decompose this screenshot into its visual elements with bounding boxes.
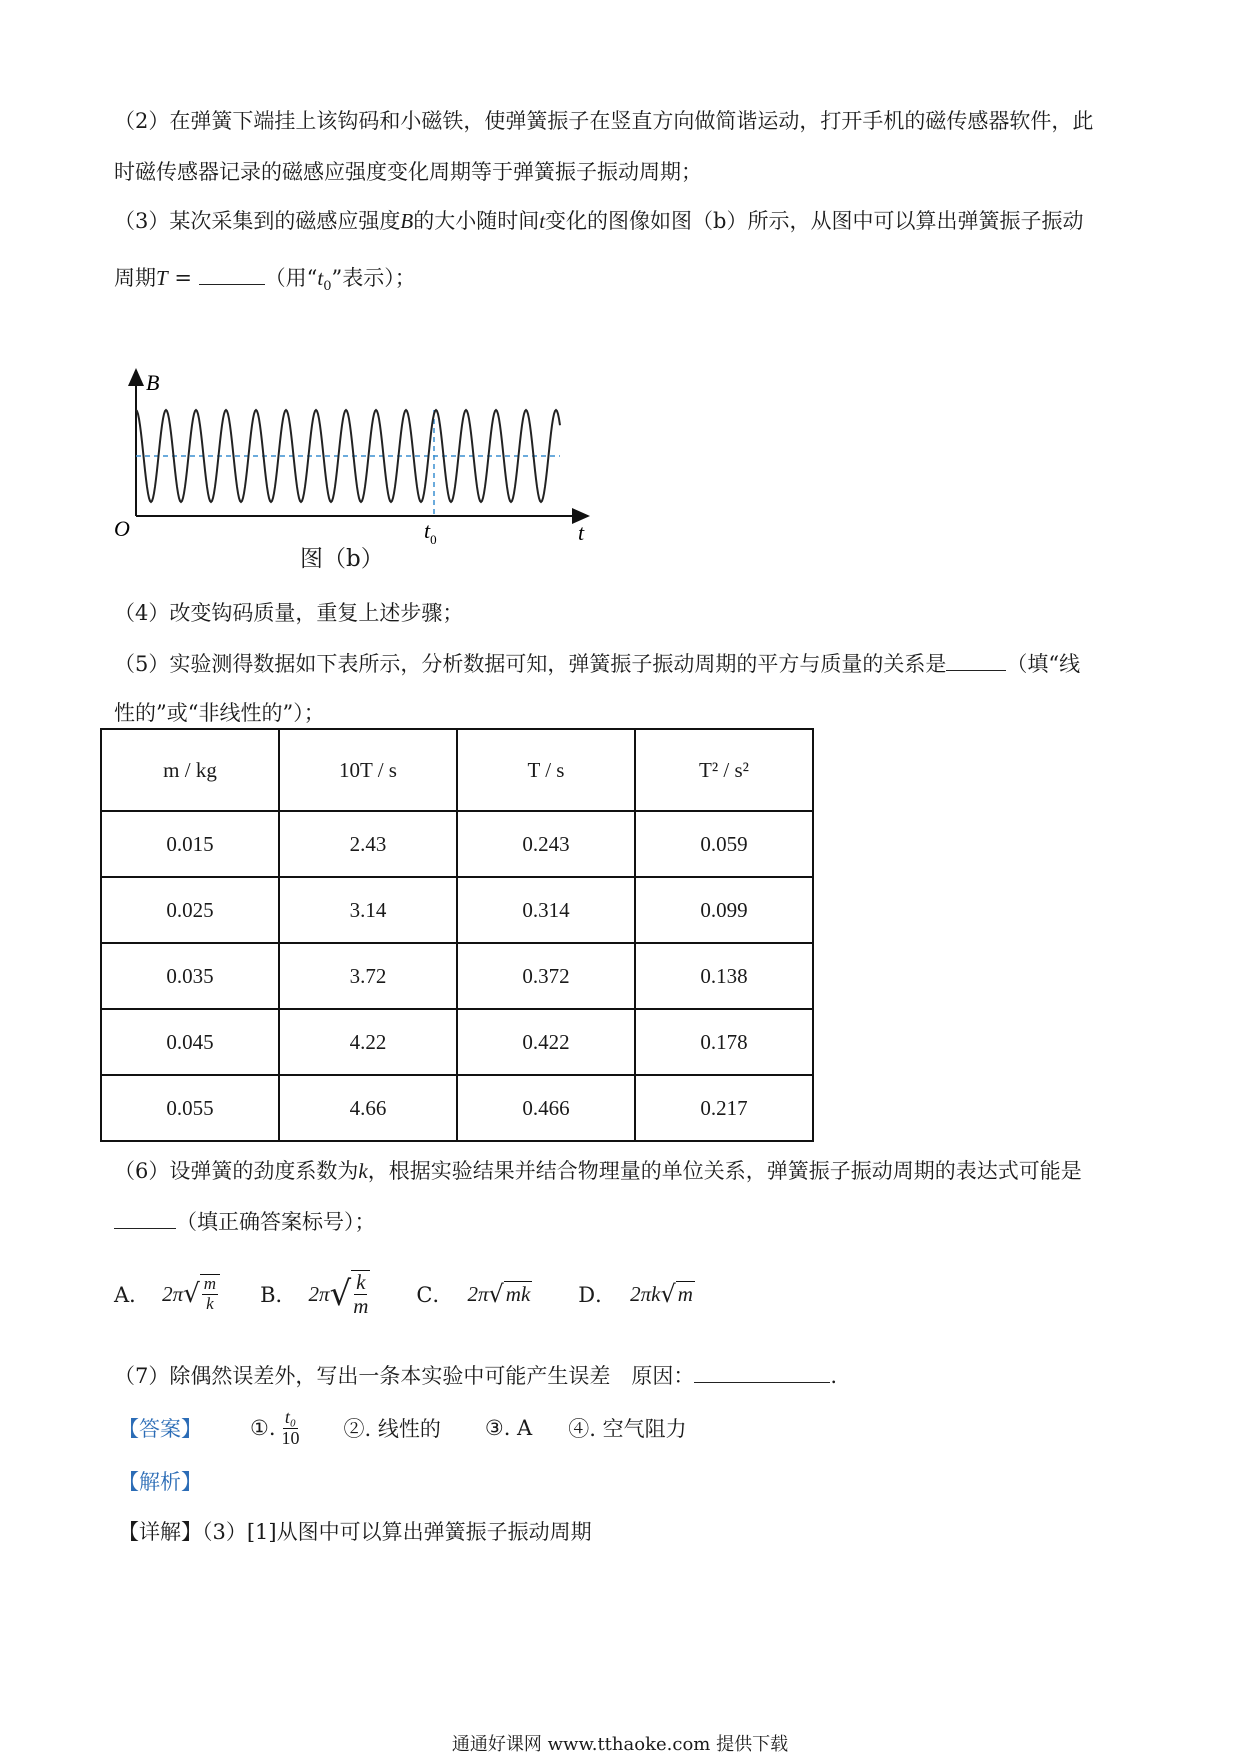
option-a-label: A． [114, 1283, 151, 1308]
t0-label: $t_0$ [424, 518, 437, 547]
option-a-fraction [202, 1275, 218, 1313]
option-c-coef: 2π [467, 1281, 489, 1306]
table-cell: 0.372 [457, 943, 635, 1009]
origin-label: O [114, 516, 130, 541]
paragraph-5-line-2: 性的”或“非线性的”）； [114, 701, 325, 725]
table-cell: 0.217 [635, 1075, 813, 1141]
option-b-coef: 2π [308, 1281, 330, 1306]
text: 的大小随时间 [413, 209, 540, 233]
text: . [830, 1364, 838, 1388]
paragraph-3-line-2 [114, 262, 416, 294]
variable-t0: t [317, 266, 324, 290]
table-header-row [101, 729, 813, 811]
table-row [101, 1075, 813, 1141]
text: 周期 [114, 266, 156, 290]
answer-tag: 【答案】 [118, 1417, 202, 1442]
table-cell: 0.466 [457, 1075, 635, 1141]
table-cell: 0.314 [457, 877, 635, 943]
answer-3: ③. A [484, 1416, 533, 1441]
sqrt-icon: √ [488, 1280, 504, 1309]
table-cell: 0.045 [101, 1009, 279, 1075]
answer-1-label: ①. [250, 1416, 276, 1441]
option-b-label: B． [260, 1283, 297, 1308]
subscript: 0 [323, 279, 332, 295]
table-cell: 4.22 [279, 1009, 457, 1075]
table-row [101, 877, 813, 943]
options-row [114, 1270, 695, 1318]
answer-2: ②. 线性的 [343, 1417, 441, 1442]
text: （6）设弹簧的劲度系数为 [114, 1159, 359, 1183]
text: 变化的图像如图（b）所示，从图中可以算出弹簧振子振动 [545, 209, 1084, 233]
variable-T: T [156, 266, 168, 290]
table-cell: 0.099 [635, 877, 813, 943]
paragraph-4: （4）改变钩码质量，重复上述步骤； [114, 601, 464, 625]
table-cell: 0.422 [457, 1009, 635, 1075]
paragraph-6-line-1 [114, 1155, 1082, 1185]
option-b-fraction [353, 1271, 368, 1318]
table-cell: 2.43 [279, 811, 457, 877]
paragraph-3-line-1 [114, 205, 1084, 235]
text: ，根据实验结果并结合物理量的单位关系，弹簧振子振动周期的表达式可能是 [367, 1159, 1082, 1183]
detail-line: 【详解】（3）[1]从图中可以算出弹簧振子振动周期 [118, 1520, 592, 1544]
table-cell: 0.138 [635, 943, 813, 1009]
header-cell: m / kg [101, 729, 279, 811]
paragraph-7 [114, 1360, 837, 1390]
answer-blank [694, 1382, 830, 1383]
answer-line [118, 1408, 687, 1449]
sqrt-icon: √ [329, 1274, 352, 1315]
header-cell: 10T / s [279, 729, 457, 811]
option-a-denominator: k [206, 1294, 214, 1314]
option-c-radicand: mk [505, 1282, 531, 1307]
paragraph-6-line-2 [114, 1206, 376, 1236]
text: （填正确答案标号）； [176, 1210, 376, 1234]
option-d-coef: 2πk [630, 1281, 661, 1306]
table-cell: 0.243 [457, 811, 635, 877]
table-cell: 0.025 [101, 877, 279, 943]
table-cell: 0.059 [635, 811, 813, 877]
table-cell: 3.14 [279, 877, 457, 943]
answer-blank [946, 670, 1006, 671]
paragraph-2-line-2: 时磁传感器记录的磁感应强度变化周期等于弹簧振子振动周期； [114, 160, 702, 184]
answer-blank [114, 1228, 176, 1229]
variable-k: k [358, 1159, 368, 1183]
table-cell: 4.66 [279, 1075, 457, 1141]
option-a-numerator: m [203, 1274, 217, 1294]
text: ”表示）； [331, 266, 416, 290]
text: （用“ [264, 266, 318, 290]
x-axis-label: t [578, 520, 585, 545]
analysis-tag: 【解析】 [118, 1470, 202, 1494]
paragraph-5-line-1 [114, 648, 1080, 678]
equals: = [167, 266, 199, 290]
text: （3）某次采集到的磁感应强度 [114, 209, 401, 233]
answer-4: ④. 空气阻力 [568, 1417, 687, 1442]
header-cell: T / s [457, 729, 635, 811]
option-d-radicand: m [677, 1282, 693, 1307]
page-footer: 通通好课网 www.tthaoke.com 提供下载 [451, 1734, 789, 1755]
table-cell: 0.035 [101, 943, 279, 1009]
paragraph-2-line-1: （2）在弹簧下端挂上该钩码和小磁铁，使弹簧振子在竖直方向做简谐运动，打开手机的磁传感器软件，此 [114, 109, 1094, 133]
table-cell: 0.015 [101, 811, 279, 877]
table-row [101, 943, 813, 1009]
option-b-numerator: k [356, 1270, 366, 1294]
header-cell: T² / s² [635, 729, 813, 811]
figure-caption: 图（b） [300, 546, 384, 572]
variable-B: B [400, 209, 414, 233]
option-b-radicand [351, 1270, 370, 1318]
y-axis-label: B [146, 370, 160, 395]
variable-t: t [539, 209, 546, 233]
table-cell: 0.055 [101, 1075, 279, 1141]
table-cell: 3.72 [279, 943, 457, 1009]
option-a-radicand [200, 1274, 220, 1313]
text: （填“线 [1006, 652, 1081, 676]
text: （7）除偶然误差外，写出一条本实验中可能产生误差 原因： [114, 1364, 695, 1388]
sqrt-icon: √ [660, 1280, 676, 1309]
table-row [101, 811, 813, 877]
table-cell: 0.178 [635, 1009, 813, 1075]
answer-1-denominator: 10 [281, 1427, 300, 1448]
data-table [100, 728, 814, 1142]
option-b-denominator: m [353, 1294, 369, 1319]
answer-1-fraction [282, 1408, 300, 1449]
answer-1-numerator: t₀ [284, 1407, 297, 1427]
option-c-label: C． [416, 1283, 454, 1308]
option-d-label: D． [578, 1283, 617, 1308]
answer-blank [199, 284, 265, 285]
option-a-coef: 2π [162, 1281, 184, 1306]
text: （5）实验测得数据如下表所示，分析数据可知，弹簧振子振动周期的平方与质量的关系是 [114, 652, 947, 676]
table-row [101, 1009, 813, 1075]
sqrt-icon: √ [183, 1279, 200, 1310]
